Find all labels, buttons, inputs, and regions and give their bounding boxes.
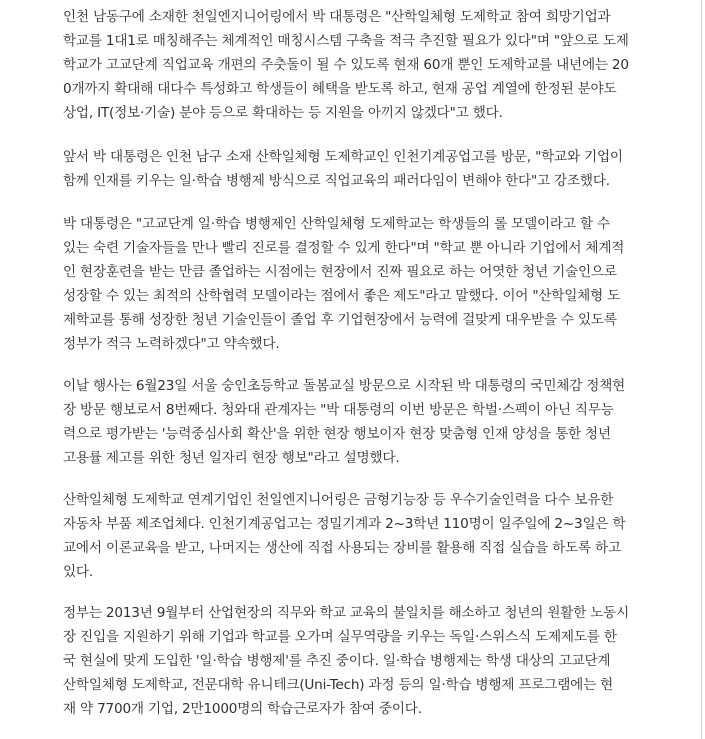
text-line: 상업, IT(정보·기술) 분야 등으로 확대하는 등 지원을 아끼지 않겠다"고 했다.: [63, 105, 503, 121]
text-line: 학교가 고교단계 직업교육 개편의 주춧돌이 될 수 있도록 현재 60개 뿐인 도제학교를 내년에는 20: [63, 57, 629, 73]
text-line: 정부는 2013년 9월부터 산업현장의 직무와 학교 교육의 불일치를 해소하고 청년의 원활한 노동시: [63, 605, 630, 621]
text-line: 박 대통령은 "고교단계 일·학습 병행제인 산학일체형 도제학교는 학생들의 롤 모델이라고 할 수: [63, 216, 610, 232]
text-line: 제학교를 통해 성장한 청년 기술인들이 졸업 후 기업현장에서 능력에 걸맞게 대우받을 수 있도록: [63, 312, 617, 328]
text-line: 재 약 7700개 기업, 2만1000명의 학습근로자가 참여 중이다.: [63, 701, 422, 717]
paragraph-1: [63, 5, 692, 125]
paragraph-6: [63, 601, 692, 721]
right-divider: [701, 0, 702, 739]
paragraph-3: [63, 212, 692, 356]
text-line: 0개까지 확대해 대다수 특성화고 학생들이 혜택을 받도록 하고, 현재 공업 계열에 한정된 분야도: [63, 81, 617, 97]
text-line: 장 방문 행보로서 8번째다. 청와대 관계자는 "박 대통령의 이번 방문은 학벌·스펙이 아닌 직무능: [63, 402, 614, 418]
text-line: 있는 숙련 기술자들을 만나 빨리 진로를 결정할 수 있게 한다"며 "학교 뿐 아니라 기업에서 체계적: [63, 240, 625, 256]
text-line: 국 현실에 맞게 도입한 '일·학습 병행제'를 추진 중이다. 일·학습 병행제는 학생 대상의 고교단계: [63, 653, 611, 669]
text-line: 력으로 평가받는 '능력중심사회 확산'을 위한 현장 행보이자 현장 맞춤형 인재 양성을 통한 청년: [63, 426, 611, 442]
paragraph-5: [63, 488, 692, 584]
text-line: 학교를 1대1로 매칭해주는 체계적인 매칭시스템 구축을 적극 추진할 필요가 있다"며 "앞으로 도제: [63, 33, 629, 49]
paragraph-4: [63, 374, 692, 470]
text-line: 있다.: [63, 564, 93, 580]
text-line: 인천 남동구에 소재한 천일엔지니어링에서 박 대통령은 "산학일체형 도제학교 참여 희망기업과: [63, 9, 611, 25]
text-line: 산학일체형 도제학교, 전문대학 유니테크(Uni-Tech) 과정 등의 일·학습 병행제 프로그램에는 현: [63, 677, 614, 693]
text-line: 앞서 박 대통령은 인천 남구 소재 산학일체형 도제학교인 인천기계공업고를 방문, "학교와 기업이: [63, 149, 623, 165]
text-line: 자동차 부품 제조업체다. 인천기계공업고는 정밀기계과 2~3학년 110명이 일주일에 2~3일은 학: [63, 516, 626, 532]
text-line: 성장할 수 있는 최적의 산학협력 모델이라는 점에서 좋은 제도"라고 말했다. 이어 "산학일체형 도: [63, 288, 621, 304]
paragraph-2: [63, 145, 692, 193]
text-line: 교에서 이론교육을 받고, 나머지는 생산에 직접 사용되는 장비를 활용해 직접 실습을 하도록 하고: [63, 540, 621, 556]
text-line: 함께 인재를 키우는 일·학습 병행제 방식으로 직업교육의 패러다임이 변해야 한다"고 강조했다.: [63, 173, 610, 189]
text-line: 산학일체형 도제학교 연계기업인 천일엔지니어링은 금형기능장 등 우수기술인력을 다수 보유한: [63, 492, 614, 508]
text-line: 고용률 제고를 위한 청년 일자리 현장 행보"라고 설명했다.: [63, 450, 400, 466]
text-line: 인 현장훈련을 받는 만큼 졸업하는 시점에는 현장에서 진짜 필요로 하는 어엿한 청년 기술인으로: [63, 264, 617, 280]
text-line: 장 진입을 지원하기 위해 기업과 학교를 오가며 실무역량을 키우는 독일·스위스식 도제제도를 한: [63, 629, 617, 645]
text-line: 이날 행사는 6월23일 서울 숭인초등학교 돌봄교실 방문으로 시작된 박 대통령의 국민체감 정책현: [63, 378, 626, 394]
text-line: 정부가 적극 노력하겠다"고 약속했다.: [63, 336, 280, 352]
